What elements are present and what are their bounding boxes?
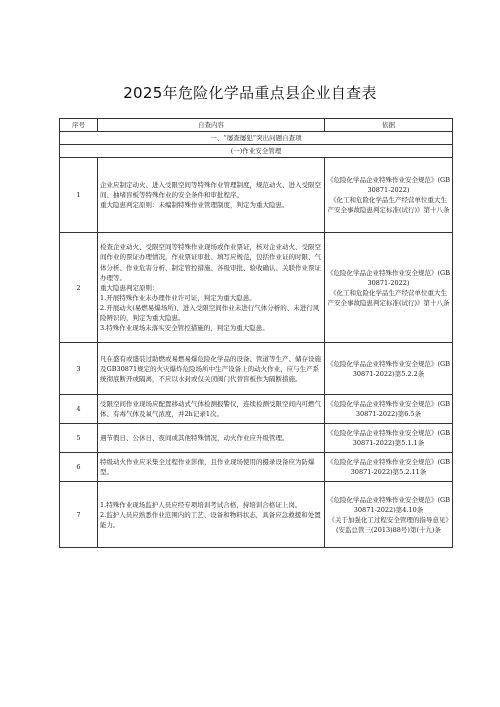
table-row — [60, 424, 453, 453]
check-basis — [325, 482, 453, 548]
basis-line: 《化工和危险化学品生产经营单位重大生产安全事故隐患判定标准(试行)》第十八条 — [327, 196, 450, 215]
check-content — [98, 158, 325, 233]
content-line: 受限空间作业现场应配置移动式气体检测报警仪，连续检测受限空间内可燃气体、有毒气体及氧气浓度，并2h记录1次。 — [100, 400, 321, 419]
check-content — [98, 482, 325, 548]
header-no: 序号 — [60, 119, 98, 132]
page-title: 2025年危险化学品重点县企业自查表 — [123, 84, 377, 102]
basis-line: 《危险化学品企业特殊作业安全规范》(GB30871-2022) — [327, 268, 451, 287]
check-basis — [325, 158, 453, 233]
row-number: 7 — [60, 482, 98, 548]
basis-line: 《危险化学品企业特殊作业安全规范》(GB30871-2022)第5.2.11条 — [327, 458, 451, 477]
content-line: 2.监护人员应熟悉作业范围内的工艺、设备和物料状态，具备应急救援和处置能力。 — [100, 510, 321, 529]
content-line: 1.特殊作业现场监护人员应经专项培训考试合格，持培训合格证上岗。 — [100, 500, 302, 509]
header-content: 自查内容 — [98, 119, 325, 132]
header-basis: 依据 — [325, 119, 453, 132]
row-number: 1 — [60, 158, 98, 233]
basis-line: 《危险化学品企业特殊作业安全规范》(GB30871-2022)第5.1.1条 — [327, 429, 451, 448]
table-header-row — [60, 119, 453, 132]
check-content — [98, 453, 325, 482]
table-row — [60, 233, 453, 343]
basis-line: 《危险化学品企业特殊作业安全规范》(GB30871-2022)第4.10条 — [327, 495, 451, 514]
basis-line: 《关于加强化工过程安全管理的指导意见》(安监总管三(2013)88号)第(十九)条 — [328, 515, 449, 534]
row-number: 4 — [60, 395, 98, 424]
content-line: 重大隐患判定原则：未编制特殊作业管理制度，判定为重大隐患。 — [100, 201, 289, 210]
check-basis — [325, 424, 453, 453]
row-number: 5 — [60, 424, 98, 453]
content-line: 凡在盛有或盛装过助燃或易燃易爆危险化学品的设备、管道等生产、储存设施及GB30871规定的火灾爆炸危险场所中生产设备上的动火作业，应与生产系统彻底断开或隔离，不应以水封或仅关闭阀门代替盲板作为隔断措施。 — [100, 354, 321, 383]
basis-line: 《化工和危险化学品生产经营单位重大生产安全事故隐患判定标准(试行)》第十八条 — [327, 288, 450, 307]
row-number: 2 — [60, 233, 98, 343]
section-title: 一、“屡查屡犯”突出问题自查项 — [60, 132, 453, 145]
subsection-title: (一)作业安全管理 — [60, 145, 453, 158]
content-line: 企业应制定动火、进入受限空间等特殊作业管理制度，规范动火、进入受限空间、抽堵盲板等特殊作业的安全条件和审批程序。 — [100, 181, 321, 200]
check-basis — [325, 395, 453, 424]
check-content — [98, 343, 325, 395]
basis-line: 《危险化学品企业特殊作业安全规范》(GB30871-2022)第5.2.2条 — [327, 359, 451, 378]
row-number: 6 — [60, 453, 98, 482]
content-line: 2.开展动火(易燃易爆场所)、进入受限空间作业未进行气体分析的、未进行风险辨识的，判定为重大隐患。 — [100, 303, 320, 322]
check-content — [98, 233, 325, 343]
content-line: 检查企业动火、受限空间等特殊作业现场或作业票证，核对企业动火、受限空间作业的票证办理情况，作业票证审批、填写应规范，包括作业证的时限、气体分析、作业危害分析、制定管控措施、各级审批、验收确认、关联作业票证办理等。 — [100, 243, 321, 282]
check-content — [98, 395, 325, 424]
basis-line: 《危险化学品企业特殊作业安全规范》(GB30871-2022)第6.5条 — [327, 400, 451, 419]
self-check-table — [59, 118, 453, 548]
content-line: 特级动火作业应采集全过程作业影像，且作业现场使用的摄录设备应为防爆型。 — [100, 458, 315, 477]
table-row — [60, 343, 453, 395]
table-row — [60, 453, 453, 482]
content-line: 1.开展特殊作业未办理作业许可证，判定为重大隐患。 — [100, 293, 256, 302]
check-basis — [325, 453, 453, 482]
content-line: 遇节假日、公休日、夜间或其他特殊情况，动火作业应升级管理。 — [100, 434, 289, 443]
subsection-row — [60, 145, 453, 158]
table-body — [60, 132, 453, 548]
check-content — [98, 424, 325, 453]
check-basis — [325, 343, 453, 395]
content-line: 重大隐患判定原则： — [100, 283, 159, 292]
basis-line: 《危险化学品企业特殊作业安全规范》(GB30871-2022) — [327, 176, 451, 195]
section-row — [60, 132, 453, 145]
table-row — [60, 395, 453, 424]
row-number: 3 — [60, 343, 98, 395]
content-line: 3.特殊作业现场未落实安全管控措施的，判定为重大隐患。 — [100, 323, 269, 332]
check-basis — [325, 233, 453, 343]
table-row — [60, 158, 453, 233]
table-row — [60, 482, 453, 548]
